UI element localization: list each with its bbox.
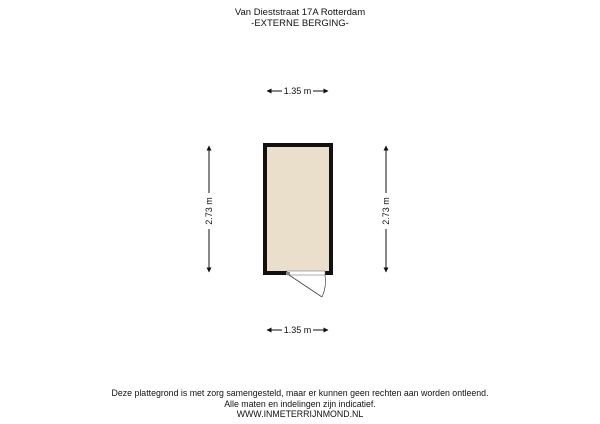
top-width-label: 1.35 m — [283, 86, 312, 96]
dimension-right-height — [381, 146, 391, 272]
dimension-bottom-width — [267, 325, 328, 335]
door-swing-arc — [322, 275, 325, 297]
wall-left — [263, 143, 267, 275]
wall-top — [263, 143, 333, 147]
wall-bottom-left — [263, 271, 287, 275]
door-leaf — [289, 275, 322, 297]
footer — [0, 388, 600, 420]
indicative-note: Alle maten en indelingen zijn indicatief. — [224, 398, 376, 409]
room-label: -EXTERNE BERGING- — [251, 18, 349, 29]
bottom-width-label: 1.35 m — [283, 325, 312, 335]
wall-right — [329, 143, 333, 275]
door-threshold — [287, 271, 325, 275]
dimension-top-width — [267, 86, 328, 96]
door-hinge — [286, 272, 290, 275]
door — [286, 272, 325, 297]
left-height-label: 2.73 m — [204, 197, 214, 225]
dimension-left-height — [204, 146, 214, 272]
right-height-label: 2.73 m — [381, 197, 391, 225]
storage-room — [263, 143, 333, 275]
address-title: Van Dieststraat 17A Rotterdam — [234, 7, 366, 18]
wall-bottom-right — [325, 271, 333, 275]
room-floor — [267, 147, 329, 271]
disclaimer-text: Deze plattegrond is met zorg samengesteld, maar er kunnen geen rechten aan worden ontleend. — [111, 388, 489, 398]
website-text: WWW.INMETERRIJNMOND.NL — [236, 409, 364, 419]
